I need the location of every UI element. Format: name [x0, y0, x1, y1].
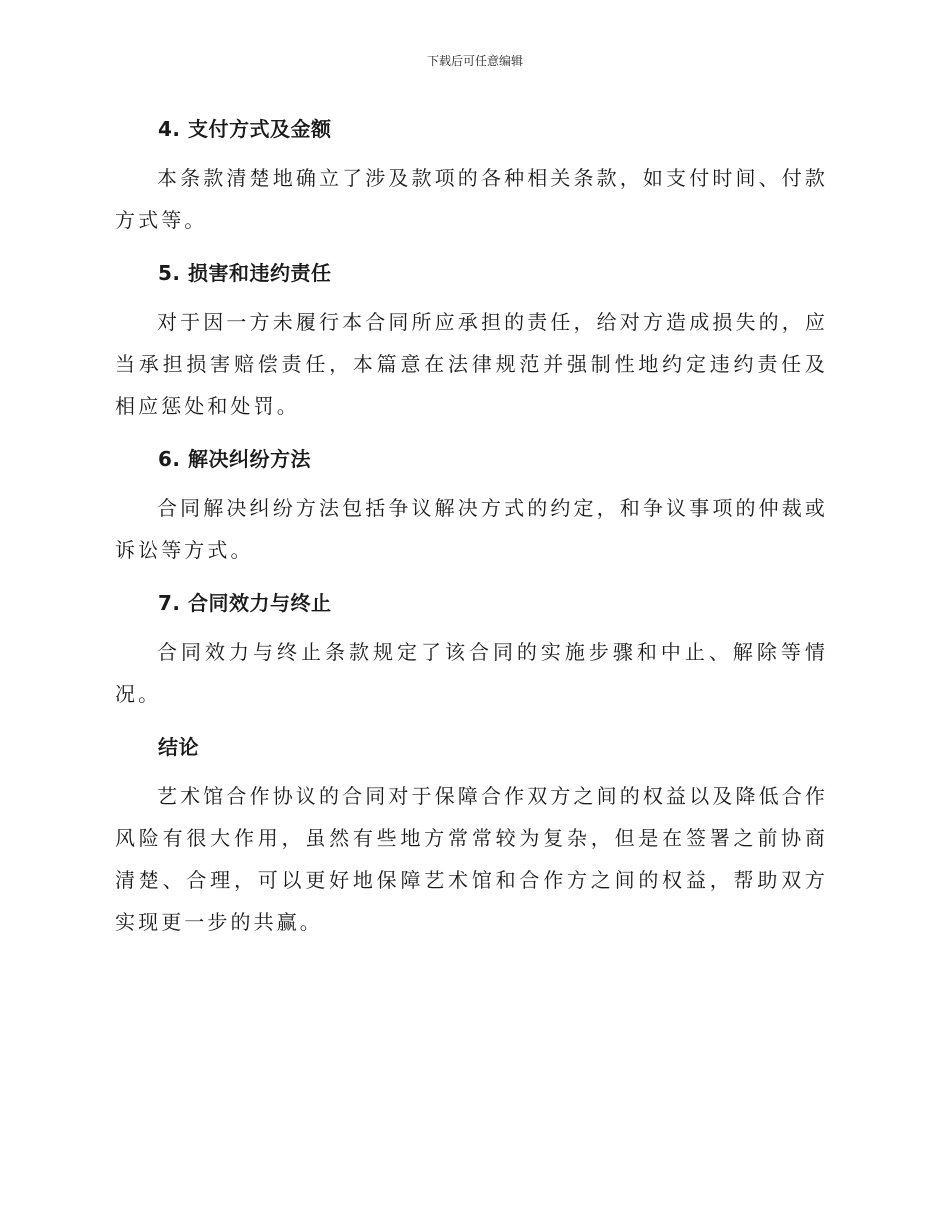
section-body-conclusion: 艺术馆合作协议的合同对于保障合作双方之间的权益以及降低合作风险有很大作用，虽然有些地方常常较为复杂，但是在签署之前协商清楚、合理，可以更好地保障艺术馆和合作方之间的权益，帮助双方实现更一步的共赢。: [115, 784, 828, 934]
document-body: [115, 107, 828, 955]
section-body-liability: 对于因一方未履行本合同所应承担的责任，给对方造成损失的，应当承担损害赔偿责任，本篇意在法律规范并强制性地约定违约责任及相应惩处和处罚。: [115, 310, 828, 418]
section-body-validity: 合同效力与终止条款规定了该合同的实施步骤和中止、解除等情况。: [115, 640, 828, 706]
section-validity: [115, 583, 828, 715]
section-heading-payment: 4. 支付方式及金额: [158, 117, 332, 141]
section-heading-validity: 7. 合同效力与终止: [158, 591, 332, 615]
section-heading-conclusion: 结论: [158, 735, 199, 759]
section-body-dispute: 合同解决纠纷方法包括争议解决方式的约定，和争议事项的仲裁或诉讼等方式。: [115, 496, 828, 562]
section-body-payment: 本条款清楚地确立了涉及款项的各种相关条款，如支付时间、付款方式等。: [115, 166, 828, 232]
section-conclusion: [115, 727, 828, 943]
section-liability: [115, 253, 828, 427]
section-payment: [115, 109, 828, 241]
page-header: 下载后可任意编辑: [426, 54, 523, 68]
section-heading-dispute: 6. 解决纠纷方法: [158, 447, 311, 471]
section-dispute: [115, 439, 828, 571]
section-heading-liability: 5. 损害和违约责任: [158, 261, 332, 285]
